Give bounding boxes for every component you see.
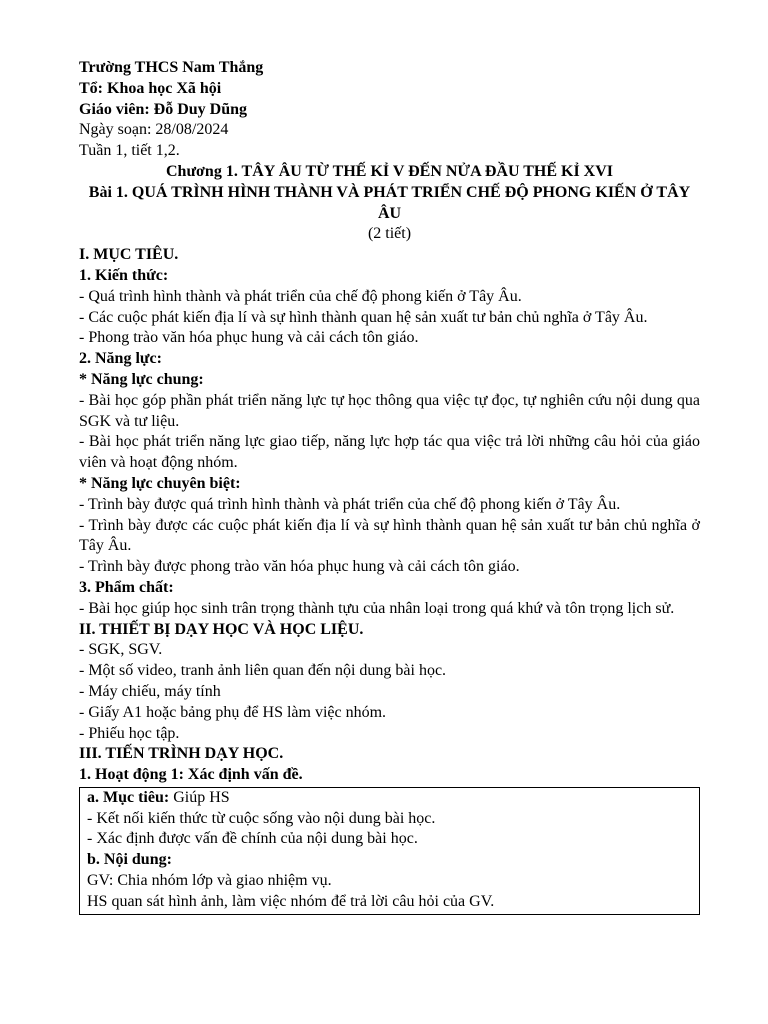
section-1-heading: I. MỤC TIÊU. [79,246,179,264]
content-item: GV: Chia nhóm lớp và giao nhiệm vụ. [87,872,332,890]
equipment-item: - Một số video, tranh ảnh liên quan đến nội dung bài học. [79,662,447,680]
knowledge-item: - Phong trào văn hóa phục hung và cải cách tôn giáo. [79,329,419,347]
goal-line [87,788,692,809]
specific-competence-item: - Trình bày được quá trình hình thành và phát triển của chế độ phong kiến ở Tây Âu. [79,495,621,513]
teacher-name: Giáo viên: Đỗ Duy Dũng [79,100,248,118]
week-period: Tuần 1, tiết 1,2. [79,142,180,160]
school-name: Trường THCS Nam Thắng [79,59,264,76]
lesson-plan-page [79,58,700,915]
goal-item: - Kết nối kiến thức từ cuộc sống vào nội dung bài học. [87,809,436,827]
content-item: HS quan sát hình ảnh, làm việc nhóm để trả lời câu hỏi của GV. [87,892,495,910]
equipment-item: - Giấy A1 hoặc bảng phụ để HS làm việc nhóm. [79,703,387,721]
knowledge-item: - Quá trình hình thành và phát triển của chế độ phong kiến ở Tây Âu. [79,287,522,305]
general-competence-item: - Bài học phát triển năng lực giao tiếp, năng lực hợp tác qua việc trả lời những câu hỏi của giáo viên và hoạt động nhóm. [79,433,700,472]
activity-1-heading: 1. Hoạt động 1: Xác định vấn đề. [79,766,303,784]
lesson-periods: (2 tiết) [367,225,412,243]
equipment-item: - Phiếu học tập. [79,724,180,742]
equipment-item: - Máy chiếu, máy tính [79,682,221,700]
competence-heading: 2. Năng lực: [79,350,162,368]
knowledge-heading: 1. Kiến thức: [79,266,169,284]
quality-heading: 3. Phẩm chất: [79,578,174,596]
lesson-title: Bài 1. QUÁ TRÌNH HÌNH THÀNH VÀ PHÁT TRIỂN CHẾ ĐỘ PHONG KIẾN Ở TÂY ÂU [88,183,691,222]
section-3-heading: III. TIẾN TRÌNH DẠY HỌC. [79,745,284,763]
quality-item: - Bài học giúp học sinh trân trọng thành tựu của nhân loại trong quá khứ và tôn trọng lịch sử. [79,599,675,617]
goal-label: a. Mục tiêu: [87,788,170,806]
content-heading: b. Nội dung: [87,851,172,869]
section-2-heading: II. THIẾT BỊ DẠY HỌC VÀ HỌC LIỆU. [79,620,364,638]
specific-competence-item: - Trình bày được phong trào văn hóa phục hung và cải cách tôn giáo. [79,558,520,576]
equipment-item: - SGK, SGV. [79,641,163,659]
specific-competence-heading: * Năng lực chuyên biệt: [79,474,241,492]
general-competence-item: - Bài học góp phần phát triển năng lực tự học thông qua việc tự đọc, tự nghiên cứu nội dung qua SGK và tư liệu. [79,391,700,430]
goal-item: - Xác định được vấn đề chính của nội dung bài học. [87,830,418,848]
department: Tổ: Khoa học Xã hội [79,79,222,97]
goal-text: Giúp HS [169,788,230,806]
prepared-date: Ngày soạn: 28/08/2024 [79,121,229,139]
specific-competence-item: - Trình bày được các cuộc phát kiến địa lí và sự hình thành quan hệ sản xuất tư bản chủ nghĩa ở Tây Âu. [79,516,700,555]
activity-1-box [79,787,700,915]
chapter-title: Chương 1. TÂY ÂU TỪ THẾ KỈ V ĐẾN NỬA ĐẦU THẾ KỈ XVI [166,162,613,180]
general-competence-heading: * Năng lực chung: [79,370,204,388]
knowledge-item: - Các cuộc phát kiến địa lí và sự hình thành quan hệ sản xuất tư bản chủ nghĩa ở Tây Âu. [79,308,648,326]
